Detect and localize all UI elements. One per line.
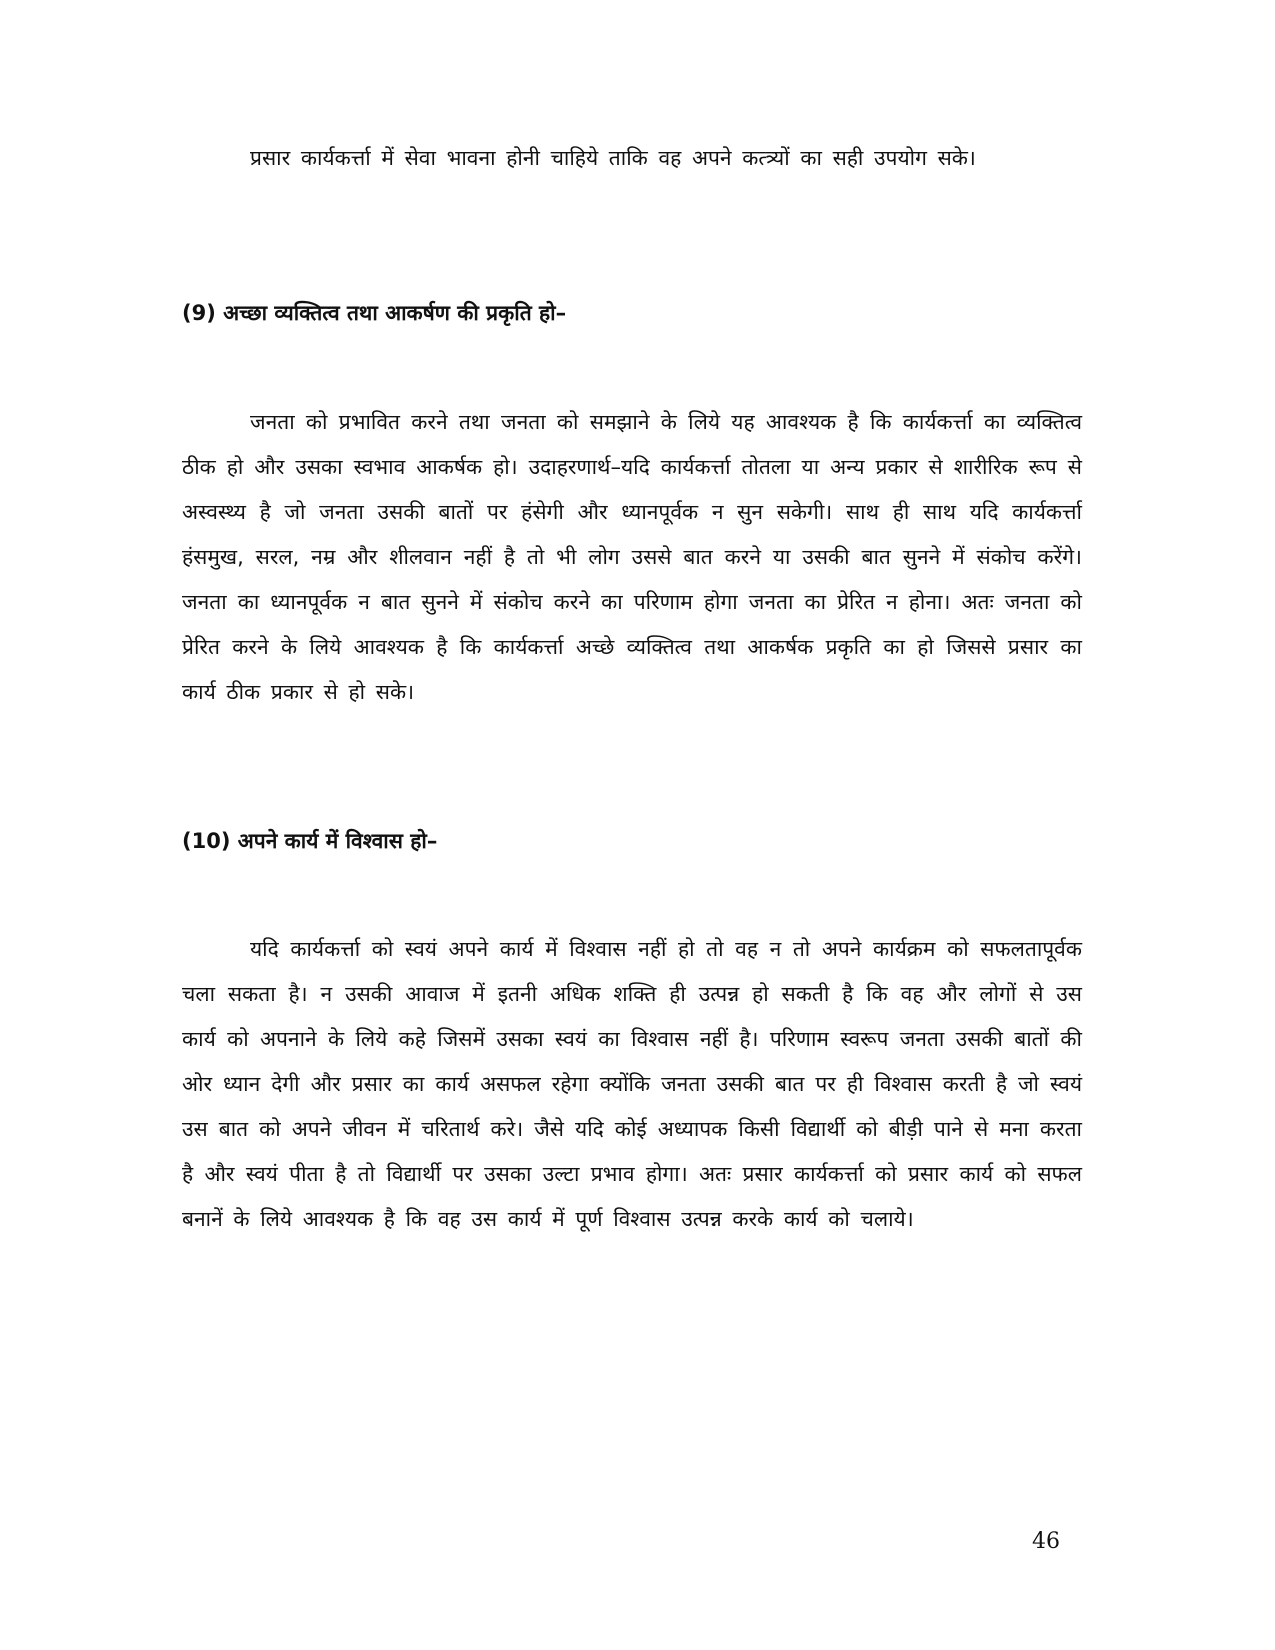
section-9-heading: (9) अच्छा व्यक्तित्व तथा आकर्षण की प्रकृति हो– [182,301,567,325]
section-10-heading: (10) अपने कार्य में विश्वास हो– [182,829,438,853]
intro-paragraph: प्रसार कार्यकर्त्ता में सेवा भावना होनी चाहिये ताकि वह अपने कत्त्र्यों का सही उपयोग सके। [250,146,976,170]
page-number: 46 [1032,1529,1060,1554]
section-10-paragraph: यदि कार्यकर्त्ता को स्वयं अपने कार्य में विश्वास नहीं हो तो वह न तो अपने कार्यक्रम को सफलतापूर्वक चला सकता है। न उसकी आवाज में इतनी अधिक शक्ति ही उत्पन्न हो सकती है कि वह और लोगों से उस कार्य को अपनाने के लिये कहे जिसमें उसका स्वयं का विश्वास नहीं है। परिणाम स्वरूप जनता उसकी बातों की ओर ध्यान देगी और प्रसार का कार्य असफल रहेगा क्योंकि जनता उसकी बात पर ही विश्वास करती है जो स्वयं उस बात को अपने जीवन में चरितार्थ करे। जैसे यदि कोई अध्यापक किसी विद्यार्थी को बीड़ी पाने से मना करता है और स्वयं पीता है तो विद्यार्थी पर उसका उल्टा प्रभाव होगा। अतः प्रसार कार्यकर्त्ता को प्रसार कार्य को सफल बनानें के लिये आवश्यक है कि वह उस कार्य में पूर्ण विश्वास उत्पन्न करके कार्य को चलाये। [182,937,1082,1231]
section-9-paragraph: जनता को प्रभावित करने तथा जनता को समझाने के लिये यह आवश्यक है कि कार्यकर्त्ता का व्यक्तित्व ठीक हो और उसका स्वभाव आकर्षक हो। उदाहरणार्थ–यदि कार्यकर्त्ता तोतला या अन्य प्रकार से शारीरिक रूप से अस्वस्थ्य है जो जनता उसकी बातों पर हंसेगी और ध्यानपूर्वक न सुन सकेगी। साथ ही साथ यदि कार्यकर्त्ता हंसमुख, सरल, नम्र और शीलवान नहीं है तो भी लोग उससे बात करने या उसकी बात सुनने में संकोच करेंगे। जनता का ध्यानपूर्वक न बात सुनने में संकोच करने का परिणाम होगा जनता का प्रेरित न होना। अतः जनता को प्रेरित करने के लिये आवश्यक है कि कार्यकर्त्ता अच्छे व्यक्तित्व तथा आकर्षक प्रकृति का हो जिससे प्रसार का कार्य ठीक प्रकार से हो सके। [182,410,1082,704]
